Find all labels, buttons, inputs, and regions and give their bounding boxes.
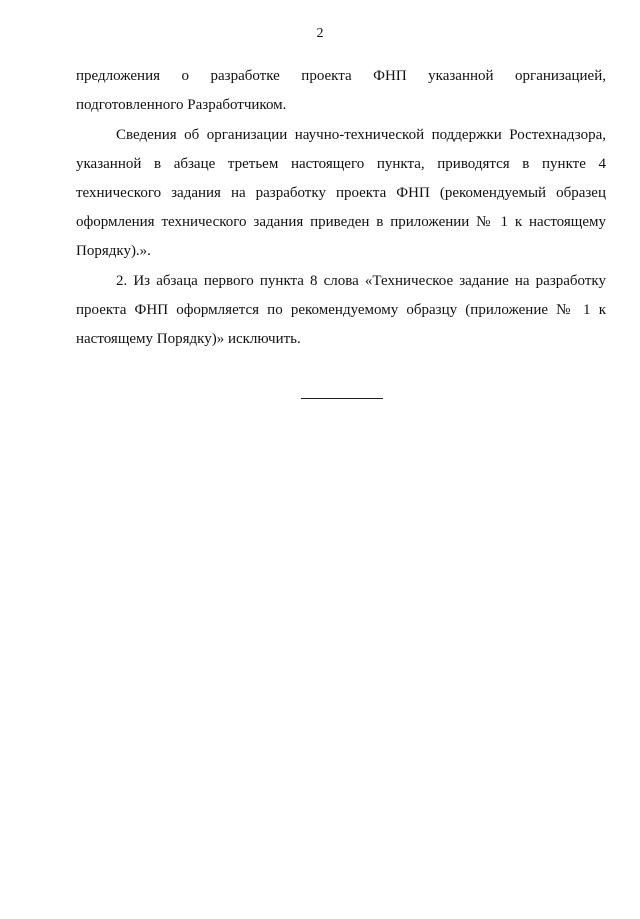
page-number: 2 <box>316 26 324 41</box>
end-divider <box>301 398 383 399</box>
paragraph-continuation: предложения о разработке проекта ФНП указанной организацией, подготовленного Разработчиком. <box>76 68 606 113</box>
paragraph-item-2: 2. Из абзаца первого пункта 8 слова «Техническое задание на разработку проекта ФНП оформляется по рекомендуемому образцу (приложение № 1 к настоящему Порядку)» исключить. <box>76 273 606 347</box>
document-body <box>76 62 606 354</box>
paragraph-support-info: Сведения об организации научно-технической поддержки Ростехнадзора, указанной в абзаце третьем настоящего пункта, приводятся в пункте 4 технического задания на разработку проекта ФНП (рекомендуемый образец оформления технического задания приведен в приложении № 1 к настоящему Порядку).». <box>76 127 606 259</box>
